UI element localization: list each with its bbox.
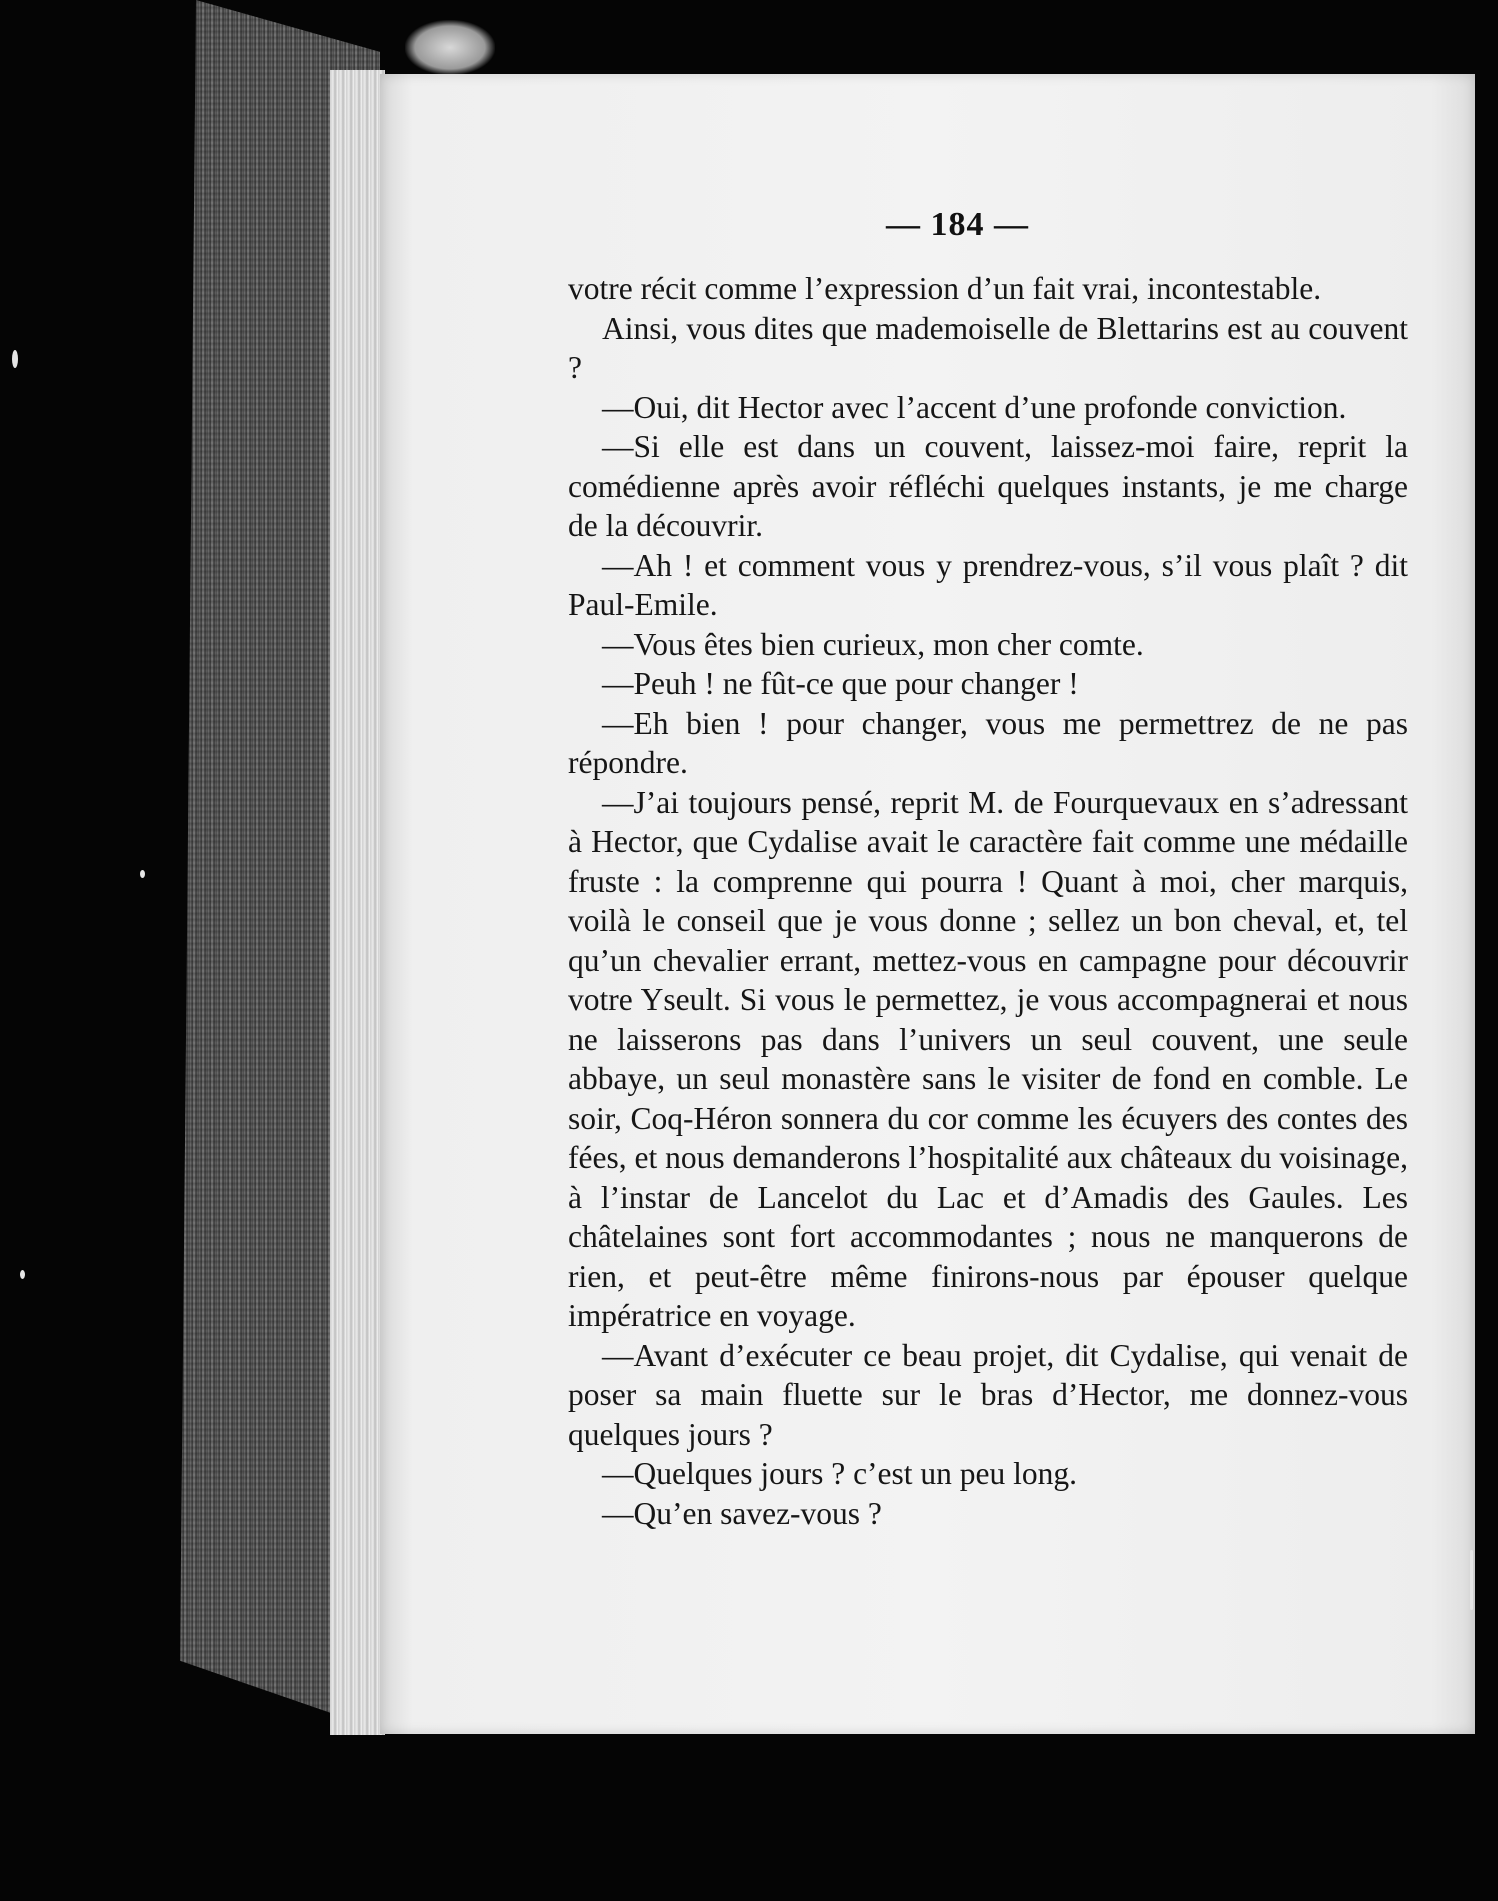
paragraph: Ainsi, vous dites que mademoiselle de Blettarins est au couvent ? bbox=[568, 310, 1408, 385]
paragraph: —Ah ! et comment vous y prendrez-vous, s’il vous plaît ? dit Paul-Emile. bbox=[568, 547, 1408, 622]
paragraph: —Vous êtes bien curieux, mon cher comte. bbox=[602, 626, 1144, 662]
dust-speck bbox=[20, 1270, 25, 1279]
dust-speck bbox=[1470, 1550, 1473, 1610]
paragraph: —Peuh ! ne fût-ce que pour changer ! bbox=[602, 666, 1079, 701]
paragraph: —Quelques jours ? c’est un peu long. bbox=[602, 1456, 1078, 1491]
paragraph: —Qu’en savez-vous ? bbox=[602, 1495, 882, 1531]
page-stack-edge bbox=[330, 70, 385, 1735]
dust-speck bbox=[12, 350, 18, 368]
paragraph: —Oui, dit Hector avec l’accent d’une profonde conviction. bbox=[602, 389, 1347, 425]
book-page bbox=[380, 74, 1475, 1734]
torn-paper-fragment bbox=[405, 20, 495, 75]
dust-speck bbox=[140, 870, 145, 878]
paragraph: —Si elle est dans un couvent, laissez-moi faire, reprit la comédienne après avoir réfléchi quelques instants, je me charge de la découvrir. bbox=[568, 429, 1408, 543]
paragraph: —Eh bien ! pour changer, vous me permettrez de ne pas répondre. bbox=[568, 705, 1408, 780]
page-number: — 184 — bbox=[886, 206, 1029, 243]
page-text bbox=[568, 269, 1408, 1533]
paragraph: —J’ai toujours pensé, reprit M. de Fourquevaux en s’adressant à Hector, que Cydalise avait le caractère fait comme une médaille fruste : la comprenne qui pourra ! Quant à moi, cher marquis, voilà le conseil que je vous donne ; sellez un bon cheval, et, tel qu’un chevalier errant, mettez-vous en campagne pour découvrir votre Yseult. Si vous le permettez, je vous accompagnerai et nous ne laisserons pas dans l’univers un seul couvent, une seule abbaye, un seul monastère sans le visiter de fond en comble. Le soir, Coq-Héron sonnera du cor comme les écuyers des contes des fées, et nous demanderons l’hospitalité aux châteaux du voisinage, à l’instar de Lancelot du Lac et d’Amadis des Gaules. Les châtelaines sont fort accommodantes ; nous ne manquerons de rien, et peut-être même finirons-nous par épouser quelque impératrice en voyage. bbox=[568, 784, 1408, 1333]
paragraph: —Avant d’exécuter ce beau projet, dit Cydalise, qui venait de poser sa main fluette sur le bras d’Hector, me donnez-vous quelques jours ? bbox=[568, 1337, 1408, 1452]
paragraph: votre récit comme l’expression d’un fait vrai, incontestable. bbox=[568, 271, 1322, 306]
